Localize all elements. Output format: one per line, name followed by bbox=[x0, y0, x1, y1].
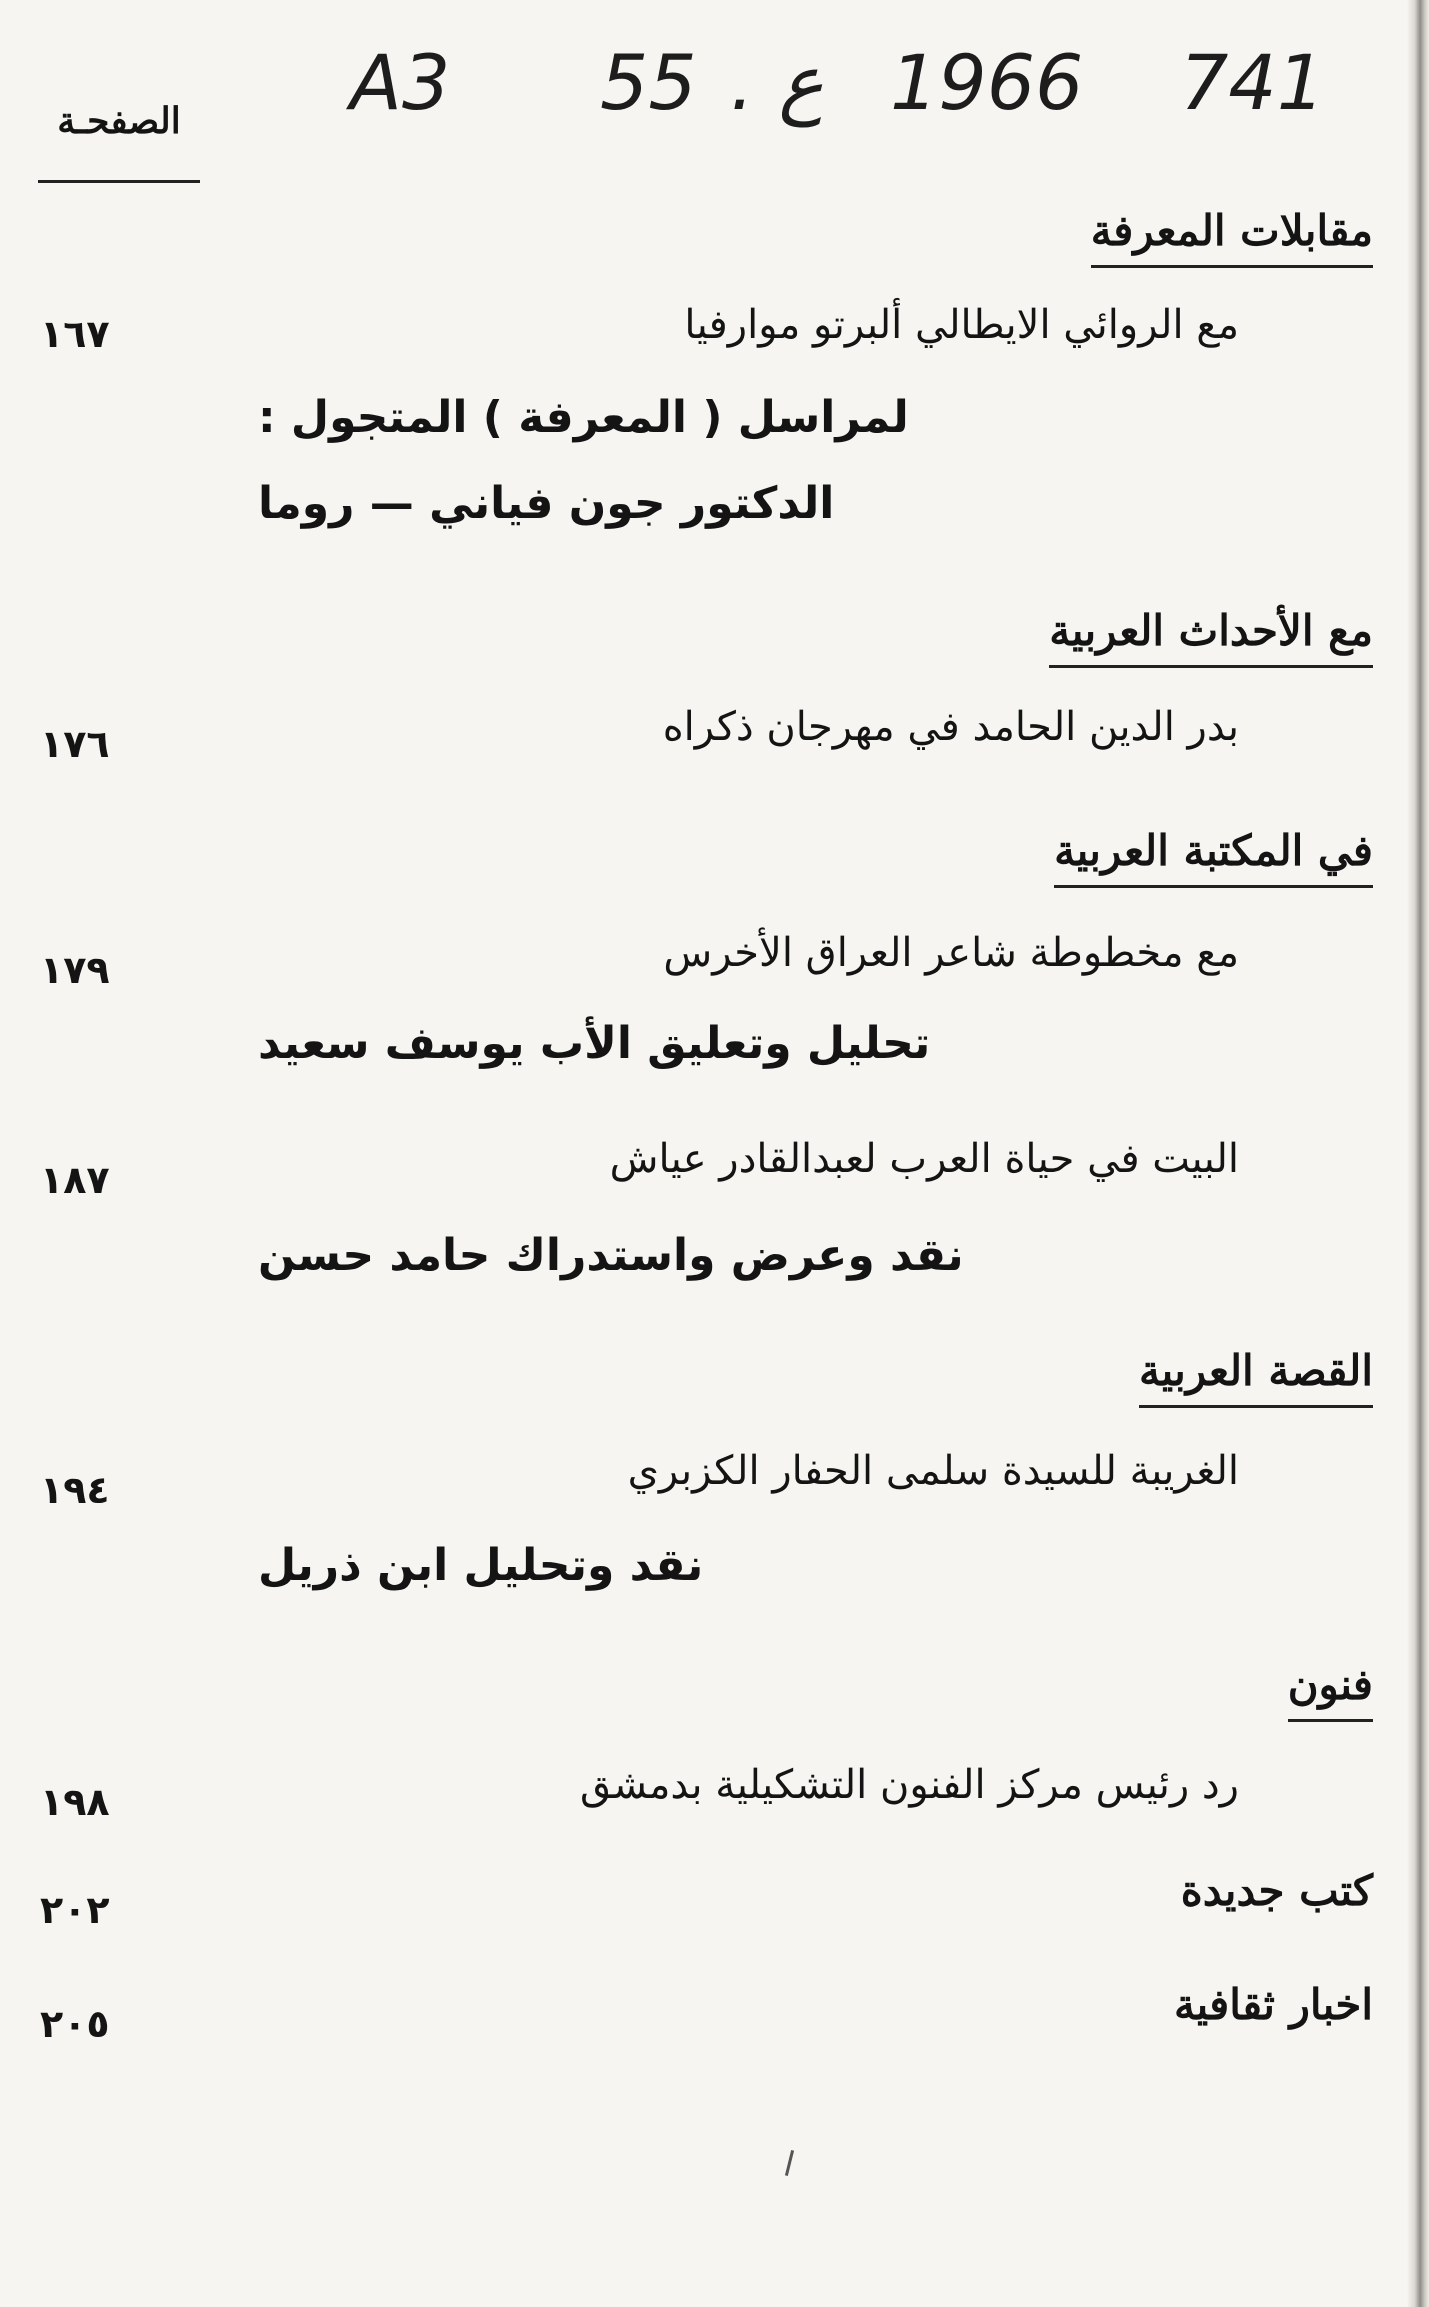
handwritten-letter: . ع bbox=[730, 38, 824, 127]
section-title-interviews: مقابلات المعرفة bbox=[1091, 206, 1373, 268]
page-number: ٢٠٢ bbox=[40, 1888, 110, 1932]
section-title-new-books: كتب جديدة bbox=[1180, 1866, 1373, 1915]
entry-author-line: تحليل وتعليق الأب يوسف سعيد bbox=[258, 1018, 931, 1069]
handwritten-year: 1966 bbox=[890, 38, 1084, 127]
page-number: ١٧٩ bbox=[40, 948, 110, 992]
entry-title: الغريبة للسيدة سلمى الحفار الكزبري bbox=[627, 1448, 1239, 1494]
page-number: ١٧٦ bbox=[40, 722, 110, 766]
page-number: ١٦٧ bbox=[40, 312, 110, 356]
entry-title: مع الروائي الايطالي ألبرتو موارفيا bbox=[684, 302, 1239, 348]
page-edge bbox=[1407, 0, 1429, 2307]
page-number: ١٩٨ bbox=[40, 1780, 110, 1824]
page-number: ١٨٧ bbox=[40, 1158, 110, 1202]
section-title-arab-events: مع الأحداث العربية bbox=[1049, 606, 1373, 668]
entry-title: مع مخطوطة شاعر العراق الأخرس bbox=[663, 930, 1239, 976]
page-column-header: الصفحـة bbox=[57, 100, 181, 142]
section-title-arts: فنون bbox=[1288, 1660, 1373, 1722]
handwritten-number: 55 bbox=[600, 38, 697, 127]
pen-mark bbox=[785, 2150, 794, 2176]
section-title-cultural-news: اخبار ثقافية bbox=[1173, 1980, 1373, 2029]
page-number: ٢٠٥ bbox=[40, 2002, 110, 2046]
entry-author-line: نقد وعرض واستدراك حامد حسن bbox=[258, 1230, 964, 1281]
handwritten-code: A3 bbox=[350, 38, 451, 127]
entry-author-line: لمراسل ( المعرفة ) المتجول : bbox=[258, 392, 909, 443]
page-column-header-rule bbox=[38, 180, 200, 183]
page-number: ١٩٤ bbox=[40, 1468, 110, 1512]
entry-title: رد رئيس مركز الفنون التشكيلية بدمشق bbox=[579, 1762, 1239, 1808]
section-title-arab-story: القصة العربية bbox=[1139, 1346, 1373, 1408]
entry-title: بدر الدين الحامد في مهرجان ذكراه bbox=[662, 704, 1239, 750]
section-title-arab-library: في المكتبة العربية bbox=[1054, 826, 1373, 888]
entry-author-line: نقد وتحليل ابن ذريل bbox=[258, 1540, 704, 1591]
handwritten-catalog-note bbox=[350, 38, 1360, 158]
entry-title: البيت في حياة العرب لعبدالقادر عياش bbox=[609, 1136, 1239, 1182]
handwritten-serial: 741 bbox=[1180, 38, 1326, 127]
entry-author-line: الدكتور جون فياني — روما bbox=[258, 478, 835, 529]
